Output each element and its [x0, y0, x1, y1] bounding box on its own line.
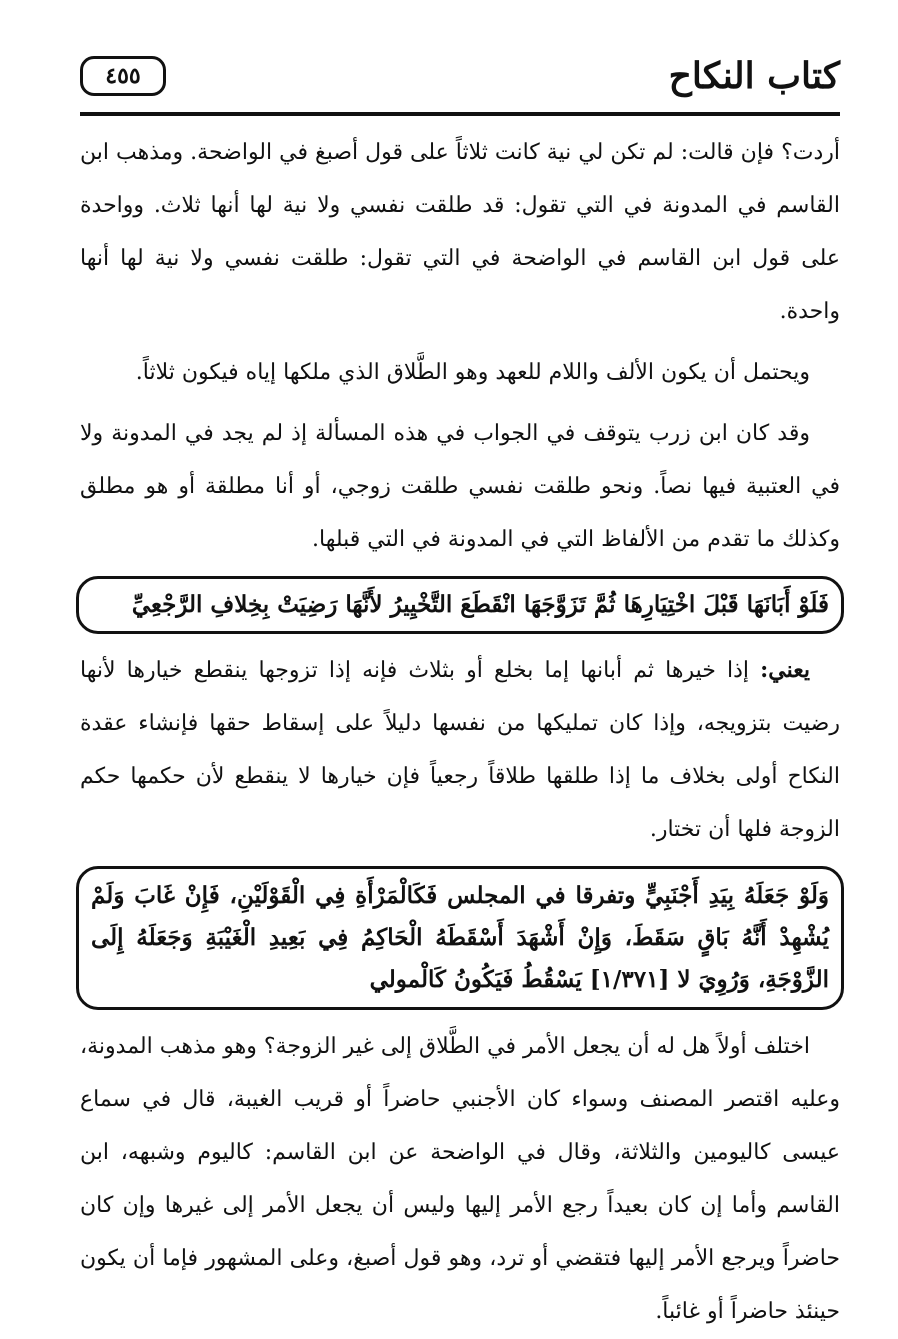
paragraph-3: وقد كان ابن زرب يتوقف في الجواب في هذه المسألة إذ لم يجد في المدونة ولا في العتبية فيها نصاً. ونحو طلقت نفسي طلقت زوجي، أو أنا مطلقة أو هو مطلق وكذلك ما تقدم من الألفاظ التي في المدونة في التي قبلها.	[80, 421, 840, 552]
paragraph-4-lead: يعني:	[760, 657, 810, 683]
paragraph-4	[80, 644, 840, 856]
page	[80, 40, 840, 1338]
paragraph-1: أردت؟ فإن قالت: لم تكن لي نية كانت ثلاثاً على قول أصبغ في الواضحة. ومذهب ابن القاسم في المدونة في التي تقول: قد طلقت نفسي ولا نية لها أنها ثلاث. وواحدة على قول ابن القاسم في الواضحة في التي تقول: طلقت نفسي ولا نية لها أنها واحدة.	[80, 140, 840, 324]
paragraph-5: اختلف أولاً هل له أن يجعل الأمر في الطَّلاق إلى غير الزوجة؟ وهو مذهب المدونة، وعليه اقتصر المصنف وسواء كان الأجنبي حاضراً أو قريب الغيبة، قال في سماع عيسى كاليومين والثلاثة، وقال في الواضحة عن ابن القاسم: كاليوم وشبهه، ابن القاسم وأما إن كان بعيداً رجع الأمر إليها وليس أن يجعل الأمر إلى غيرها وإن كان حاضراً ويرجع الأمر إليها فتقضي أو ترد، وهو قول أصبغ، وعلى المشهور فإما أن يكون حينئذ حاضراً أو غائباً.	[80, 1034, 840, 1324]
page-number: ٤٥٥	[80, 56, 166, 96]
page-header	[80, 40, 840, 116]
paragraph-2: ويحتمل أن يكون الألف واللام للعهد وهو الطَّلاق الذي ملكها إياه فيكون ثلاثاً.	[135, 360, 810, 385]
paragraph-4-text: إذا خيرها ثم أبانها إما بخلع أو بثلاث فإنه إذا تزوجها ينقطع خيارها لأنها رضيت بتزويجه، وإذا كان تمليكها من نفسها دليلاً على إسقاط حقها فإنشاء عقدة النكاح أولى بخلاف ما إذا طلقها طلاقاً رجعياً فإن خيارها لا ينقطع لأن حكمها حكم الزوجة فلها أن تختار.	[80, 658, 840, 842]
matn-box-1: فَلَوْ أَبَانَهَا قَبْلَ اخْتِيَارِهَا ثُمَّ تَزَوَّجَهَا انْقَطَعَ التَّخْيِيرُ لأَنَّهَا رَضِيَتْ بِخِلافِ الرَّجْعِيِّ	[76, 576, 844, 634]
running-title: كتاب النكاح	[668, 55, 840, 97]
matn-box-2: وَلَوْ جَعَلَهُ بِيَدِ أَجْنَبِيٍّ وتفرقا في المجلس فَكَالْمَرْأَةِ فِي الْقَوْلَيْنِ، فَإِنْ غَابَ وَلَمْ يُشْهِدْ أَنَّهُ بَاقٍ سَقَطَ، وَإِنْ أَشْهَدَ أَسْقَطَهُ الْحَاكِمُ فِي بَعِيدِ الْغَيْبَةِ وَجَعَلَهُ إِلَى الزَّوْجَةِ، وَرُوِيَ لا [١/٣٧١] يَسْقُطُ فَيَكُونُ كَالْمولي	[76, 866, 844, 1010]
body-text	[80, 126, 840, 1338]
